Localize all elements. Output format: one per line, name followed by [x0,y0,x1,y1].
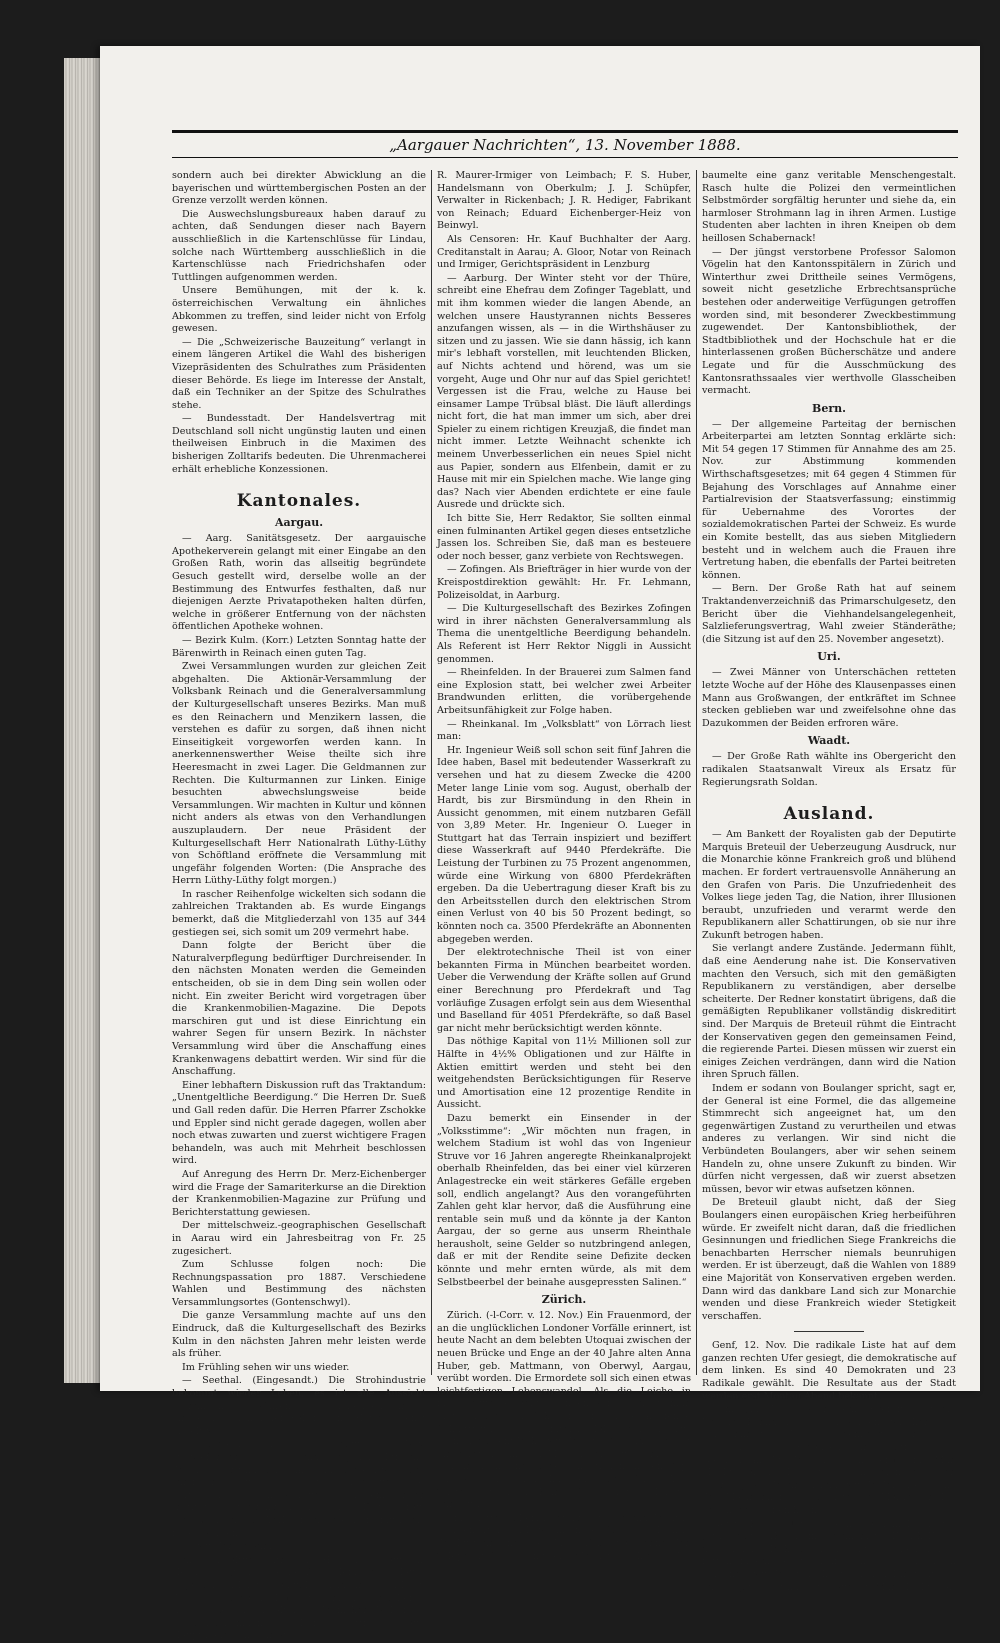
header-title: „Aargauer Nachrichten“, 13. November 1888. [389,136,741,154]
paragraph: — Seethal. (Eingesandt.) Die Strohindustrie bekommt wieder Leben, es ist alle Aussicht vorhanden, daß während des kommenden Winters ein recht ordentlicher Fabrik- und Hausverdienst erzielt wird. [172,1375,426,1437]
paragraph: — Bezirk Kulm. (Korr.) Letzten Sonntag hatte der Bärenwirth in Reinach einen guten Tag. [172,635,426,659]
paragraph: — Aarburg. Der Winter steht vor der Thüre, schreibt eine Ehefrau dem Zofinger Tageblatt, und mit ihm kommen wieder die langen Abende, an welchen unsere Haustyrannen nichts Besseres anzufangen wissen, als — in die Wirthshäuser zu sitzen und zu jassen. Wie sie dann hässig, ich kann mir's lebhaft vorstellen, mit leuchtenden Blicken, auf Nichts achtend und hörend, was um sie vorgeht, Auge und Ohr nur auf das Spiel gerichtet! Vergessen ist die Frau, welche zu Hause bei einsamer Lampe Trübsal bläst. Die läuft allerdings nicht fort, die hat man immer um sich, aber drei Spieler zu einem richtigen Kreuzjaß, die findet man nicht immer. Letzte Weihnacht schenkte ich meinem Unverbesserlichen ein neues Spiel nicht aus Papier, sondern aus Elfenbein, damit er zu Hause mit mir ein Spielchen mache. Wie lange ging das? Nach vier Abenden erdichtete er eine faule Ausrede und drückte sich. [437,272,691,511]
newspaper-page [100,46,980,1642]
paragraph: Hr. Ingenieur Weiß soll schon seit fünf Jahren die Idee haben, Basel mit bedeutender Wasserkraft zu versehen und hat zu diesem Zwecke die 4200 Meter lange Linie vom sog. August, oberhalb der Hardt, bis zur Birsmündung in den Rhein in Aussicht genommen, mit einem nutzbaren Gefäll von 3,89 Meter. Hr. Ingenieur O. Lueger in Stuttgart hat das Terrain inspiziert und beziffert diese Wasserkraft auf 9440 Pferdekräfte. Die Leistung der Turbinen zu 75 Prozent angenommen, würde eine Wirkung von 6800 Pferdekräften ergeben. Da die Uebertragung dieser Kraft bis zu den Arbeitsstellen durch den elektrischen Strom einen Verlust von 40 bis 50 Prozent bedingt, so könnten noch ca. 3500 Pferdekräfte an Abonnenten abgegeben werden. [437,744,691,945]
paragraph: sondern auch bei direkter Abwicklung an die bayerischen und württembergischen Posten an der Grenze verzollt werden können. [172,170,426,207]
paragraph: Es wurden gewählt: [182,1541,280,1553]
subheading-uri: Uri. [817,650,841,664]
paragraph: Indem er sodann von Boulanger spricht, sagt er, der General ist eine Formel, die das allgemeine Stimmrecht sich angeeignet hat, um den gegenwärtigen Zustand zu verurtheilen und etwas anderes zu verlangen. Wir sind nicht die Verbündeten Boulangers, aber wir sehen seinem Handeln zu, ohne unsere Zukunft zu binden. Wir dürfen nicht vergessen, daß wir zuerst absetzen müssen, bevor wir etwas aufsetzen können. [702,1083,956,1195]
column-rule-1 [431,170,432,1375]
paragraph: — Bern. Der Große Rath hat auf seinem Traktandenverzeichniß das Primarschulgesetz, den Bericht über die Viehhandelsangelegenheit, Salzlieferungsvertrag, Wahl zweier Ständeräthe; (die Sitzung ist auf den 25. November angesetzt). [702,583,956,645]
paragraph: — Die „Schweizerische Bauzeitung“ verlangt in einem längeren Artikel die Wahl des bisherigen Vizepräsidenten des Schulrathes zum Präsidenten dieser Behörde. Es liege im Interesse der Anstalt, daß ein Techniker an der Spitze des Schulrathes stehe. [172,336,426,411]
paragraph: Rom. (11. Nov.) Nach dem „Esercito“ ist ein Uebereinkommen getroffen worden zwischen dem Kriegsminister, dem Marineminister und dem Minister der Finanzen in Betreff der Nachtragskredite des Krieges und der Marine. Man glaubt, daß das Budget vor den Weihnachtsferien vorgelegt werde, andernfalls würde der Kriegs- und der Marineminister die nöthigen Maßregeln bei gegenüber treffen können. [702,1404,956,1516]
column-1 [172,170,426,1642]
subheading-aargau: Aargau. [274,516,324,530]
paragraph: Unsere Bemühungen, mit der k. k. österreichischen Verwaltung ein ähnliches Abkommen zu treffen, sind leider nicht von Erfolg gewesen. [172,285,426,335]
paragraph: — Am Bankett der Royalisten gab der Deputirte Marquis Breteuil der Ueberzeugung Ausdruck, nur die Monarchie könne Frankreich groß und blühend machen. Er fordert vertrauensvolle Annäherung an den Grafen von Paris. Die Unzufriedenheit des Volkes liege jeden Tag, die Nation, ihrer Illusionen beraubt, unzufrieden und verarmt werde den Republikanern aller Schattirungen, ob sie nur ihre Zukunft betrogen haben. [702,829,956,941]
paragraph: Dann folgte der Bericht über die Naturalverpflegung bedürftiger Durchreisender. In den nächsten Monaten werden die Gemeinden entscheiden, ob sie in dem Ding sein wollen oder nicht. Ein zweiter Bericht wird vorgetragen über die Krankenmobilien-Magazine. Die Depots marschiren gut und ist diese Einrichtung ein wahrer Segen für unsern Bezirk. In nächster Versammlung wird über die Anschaffung eines Krankenwagens debattirt werden. Wir sind für die Anschaffung. [172,940,426,1078]
section-heading-kantonales: Kantonales. [236,491,362,512]
paragraph: Zwei Versammlungen wurden zur gleichen Zeit abgehalten. Die Aktionär-Versammlung der Volksbank Reinach und die Generalversammlung der Kulturgesellschaft unseres Bezirks. Man muß es den Reinachern und Menzikern lassen, die verstehen es dafür zu sorgen, daß ihnen nicht Einseitigkeit vorgeworfen werden kann. In anerkennenswerther Weise theilte sich ihre Heeresmacht in zwei Lager. Die Geldmannen zur Rechten. Die Kulturmannen zur Linken. Einige besuchten abwechslungsweise beide Versammlungen. Wir machten in Kultur und können nicht anders als etwas von den Verhandlungen auszuplaudern. Der neue Präsident der Kulturgesellschaft Herr Nationalrath Lüthy-Lüthy von Schöftland eröffnete die Versammlung mit ungefähr folgenden Worten: (Die Ansprache des Herrn Lüthy-Lüthy folgt morgen.) [172,661,426,887]
subheading-bern: Bern. [812,401,846,415]
section-heading-ausland: Ausland. [783,804,875,825]
paragraph: baumelte eine ganz veritable Menschengestalt. Rasch hulte die Polizei den vermeintlichen Selbstmörder sorgfältig herunter und siehe da, ein harmloser Strohmann lag in ihren Armen. Lustige Studenten aber lachten in ihren Kneipen ob dem heillosen Schabernack! [702,170,956,244]
paragraph: Einer lebhaftern Diskussion ruft das Traktandum: „Unentgeltliche Beerdigung.“ Die Herren Dr. Sueß und Gall reden dafür. Die Herren Pfarrer Zschokke und Eppler sind nicht gerade dagegen, wollen aber noch etwas zuwarten und zuerst wichtigere Fragen behandeln, was auch mit Mehrheit beschlossen wird. [172,1079,426,1167]
paragraph: R. Maurer-Irmiger von Leimbach; F. S. Huber, Handelsmann von Oberkulm; J. J. Schüpfer, Verwalter in Rickenbach; J. R. Hediger, Fabrikant von Reinach; Eduard Eichenberger-Heiz von Beinwyl. [437,170,691,232]
paragraph: Im Frühling sehen wir uns wieder. [182,1361,350,1373]
column-3 [702,170,956,1593]
paragraph: Der elektrotechnische Theil ist von einer bekannten Firma in München bearbeitet worden. Ueber die Verwendung der Kräfte sollen auf Grund einer Berechnung pro Pferdekraft und Tag vorläufige Zusagen erfolgt sein aus dem Wiesenthal und Baselland für 4051 Pferdekräfte, so daß Basel gar nicht mehr berücksichtigt werden könnte. [437,947,691,1034]
paragraph: Newyork, 11. Nov. Gestern brach in Rochester (Staat Newyork) in einer Manometer-Fabrik Feuer aus. In der Fabrik Beschäftigten versuchten sich zu retten, indem sie durch die Fenster sprangen. 12 Personen wurden jedoch durch den Einsturz der Fabrik getödtet und 20 verwundet. Man glaubt, daß [702,1518,956,1593]
subheading-zuerich: Zürich. [541,1293,587,1307]
column-rule-2 [696,170,697,1375]
paragraph: — Der jüngst verstorbene Professor Salomon Vögelin hat den Kantonsspitälern in Zürich und Winterthur zwei Drittheile seines Vermögens, soweit nicht gesetzliche Erbrechtsansprüche bestehen oder anderweitige Verfügungen getroffen worden sind, mit besonderer Zweckbestimmung zugewendet. Der Kantonsbibliothek, der Stadtbibliothek und der Hochschule hat er die hinterlassenen großen Bücherschätze und andere Legate und für die Ausschmückung des Kantonsrathssaales vier werthvolle Glasscheiben vermacht. [702,246,956,397]
paragraph: Zum Schlusse folgen noch: Die Rechnungspassation pro 1887. Verschiedene Wahlen und Bestimmung des nächsten Versammlungsortes (Gontenschwyl). [172,1259,426,1308]
paragraph: Der mittelschweiz.-geographischen Gesellschaft in Aarau wird ein Jahresbeitrag von Fr. 25 zugesichert. [172,1220,426,1257]
paragraph: Die Auswechslungsbureaux haben darauf zu achten, daß Sendungen dieser nach Bayern ausschließlich in die Kartenschlüsse für Lindau, solche nach Württemberg ausschließlich in die Kartenschlüsse nach Friedrichshafen oder Tuttlingen aufgenommen werden. [172,208,426,283]
column-2 [437,170,691,1562]
paragraph: — Die Kulturgesellschaft des Bezirkes Zofingen wird in ihrer nächsten Generalversammlung als Thema die unentgeltliche Beerdigung behandeln. Als Referent ist Herr Rektor Niggli in Aussicht genommen. [437,603,691,665]
page-header [172,130,958,158]
paragraph: — Bundesstadt. Der Handelsvertrag mit Deutschland soll nicht ungünstig lauten und einen theilweisen Einbruch in die Maximen des bisherigen Zolltarifs bedeuten. Die Uhrenmacherei erhält erhebliche Konzessionen. [172,413,426,475]
subheading-waadt: Waadt. [807,734,851,748]
paragraph: — Der Große Rath wählte ins Obergericht den radikalen Staatsanwalt Vireux als Ersatz für Regierungsrath Soldan. [702,751,956,788]
paragraph: — Rheinfelden. In der Brauerei zum Salmen fand eine Explosion statt, bei welcher zwei Arbeiter Brandwunden erlitten, die vorübergehende Arbeitsunfähigkeit zur Folge haben. [437,667,691,716]
paragraph: Das nöthige Kapital von 11½ Millionen soll zur Hälfte in 4½% Obligationen und zur Hälfte in Aktien emittirt werden und steht bei den weitgehendsten Berücksichtigungen für Reserve und Amortisation eine 12 prozentige Rendite in Aussicht. [437,1036,691,1111]
paragraph: In rascher Reihenfolge wickelten sich sodann die zahlreichen Traktanden ab. Es wurde Eingangs bemerkt, daß die Mitgliederzahl von 135 auf 344 gestiegen sei, sich somit um 209 vermehrt habe. [172,888,426,938]
paragraph: Sie verlangt andere Zustände. Jedermann fühlt, daß eine Aenderung nahe ist. Die Konservativen machten den Versuch, sich mit den gemäßigten Republikanern zu verständigen, aber derselbe scheiterte. Der Redner konstatirt übrigens, daß die gemäßigten Republikaner vollständig diskreditirt sind. Der Marquis de Breteuil rühmt die Eintracht der Konservativen gegen den gemeinsamen Feind, die regierende Partei. Diesen müssen wir zuerst ein einiges Zeichen verdrängen, dann wird die Nation ihren Spruch fällen. [702,943,956,1081]
paragraph: — Reinach. (Korr. p.) Die heute, 11. Nov. stattgefundene erste Versammlung der Aktionäre der neu gegründeten Volksbank Reinach war sehr zahlreich besucht. Die Sympathien und das Vertrauen, das von Nah und Fern dem jungen Institute entgegengebracht wird, läßt darauf schließen, daß der Verkehr bald nach Eröffnung ein reger werden wird. [172,1439,426,1539]
article-divider [794,1331,864,1332]
paragraph: — Aarg. Sanitätsgesetz. Der aargauische Apothekerverein gelangt mit einer Eingabe an den Großen Rath, worin das allseitig begründete Gesuch gestellt wird, derselbe wolle an der Bestimmung des Entwurfes festhalten, daß nur diejenigen Aerzte Privatapotheken halten dürfen, welche in größerer Entfernung von der nächsten öffentlichen Apotheke wohnen. [172,533,426,633]
paragraph: Genf, 12. Nov. Die radikale Liste hat auf dem ganzen rechten Ufer gesiegt, die demokratische auf dem linken. Es sind 40 Demokraten und 23 Radikale gewählt. Die Resultate aus der Stadt werden erst Montag Abend bekannt. [702,1340,956,1402]
paragraph: Zürich. (-l-Corr. v. 12. Nov.) Ein Frauenmord, der an die unglücklichen Londoner Vorfälle erinnert, ist heute Nacht an dem belebten Utoquai zwischen der neuen Brücke und Enge an der 40 Jahre alten Anna Huber, geb. Mattmann, von Oberwyl, Aargau, verübt worden. Die Ermordete soll sich einen etwas leichtfertigen Lebenswandel. Als die Leiche in ihrem Blute getränkt gefunden wurde, glaubte man erst an ein Unglück, bis die große klaffende Schnittwunde vom hintern Halswirbel bis zur Mundhöhle entdeckt wurde. Der Tod muß sofort eingetreten sein. Der Mörder versetzte dem Opfer sodann noch eine Reihe von Stichen in den Kopf und warf die Leiche hart an's Seegeländer. Vom Thäter ist noch keine Spur trotz lebhafter Fahndung. [437,1310,691,1511]
paragraph: Ich bitte Sie, Herr Redaktor, Sie sollten einmal einen fulminanten Artikel gegen dieses entsetzliche Jassen los. Schreiben Sie, daß man es besteuere oder noch besser, ganz verbiete von Rechtswegen. [437,513,691,562]
paragraph: Als Verwaltungsräthe die Herren J. Gautschi-Hechler (von Reinach), Heinrich Hauri, Cigarrenfabrikant, Samuel Erismann, Fabrikant, diese von Reinach; H. Merz, Gemeindeschreiber, J. Irmiger, Bezirksverwalter von Menziken; N. Burger, Gemeindeammann v. Burg; Gottfried Baur, Hauptmann von Beinwyl; [172,1554,426,1642]
paragraph: — Der allgemeine Parteitag der bernischen Arbeiterpartei am letzten Sonntag erklärte sich: Mit 54 gegen 17 Stimmen für Annahme des am 25. Nov. zur Abstimmung kommenden Wirthschaftsgesetzes; mit 64 gegen 4 Stimmen für Bejahung des Vorschlages auf Annahme einer Partialrevision der Staatsverfassung; einstimmig für Uebernahme des Vorortes der sozialdemokratischen Partei der Schweiz. Es wurde ein Komite bestellt, das aus sieben Mitgliedern besteht und in welchem auch die Frauen ihre Vertretung haben, die ebenfalls der Partei beitreten können. [702,418,956,581]
paragraph: — Rheinkanal. Im „Volksblatt“ von Lörrach liest man: [437,718,691,743]
paragraph: Als Censoren: Hr. Kauf Buchhalter der Aarg. Creditanstalt in Aarau; A. Gloor, Notar von Reinach und Irmiger, Gerichtspräsident in Lenzburg [437,233,691,271]
paragraph: De Breteuil glaubt nicht, daß der Sieg Boulangers einen europäischen Krieg herbeiführen würde. Er zweifelt nicht daran, daß die friedlichen Gesinnungen und friedlichen Siege Frankreichs die benachbarten Herrscher niemals beunruhigen werden. Er ist überzeugt, daß die Wahlen von 1889 eine Majorität von Konservativen ergeben werden. Dann wird das dankbare Land sich zur Monarchie wenden und diese Frankreich wieder Stetigkeit verschaffen. [702,1197,956,1322]
paragraph: — Zofingen. Als Briefträger in hier wurde von der Kreispostdirektion gewählt: Hr. Fr. Lehmann, Polizeisoldat, in Aarburg. [437,564,691,601]
paragraph: Eine nette Ueberraschung bot sich am Montag Morgen früh den Bewohnern des Seequai. Hoch in der Luft, an einem der das schöne Quai trennenden Telephonträgern, ein wahres Monstrum, hing und [437,1512,691,1562]
paragraph: Dazu bemerkt ein Einsender in der „Volksstimme“: „Wir möchten nun fragen, in welchem Stadium ist wohl das von Ingenieur Struve vor 16 Jahren angeregte Rheinkanalprojekt oberhalb Rheinfelden, das bei einer viel kürzeren Anlagestrecke ein weit stärkeres Gefälle ergeben soll, endlich angelangt? Aus den vorangeführten Zahlen geht klar hervor, daß die Ausführung eine rentable sein muß und da könnte ja der Kanton Aargau, der so gerne aus unserm Rheinthale herausholt, seine Gelder so nutzbringend anlegen, daß er mit der Rendite seine Defizite decken könnte und mehr ernten würde, als mit dem Selbstbeerbel der beinahe ausgepressten Salinen.“ [437,1112,691,1288]
paragraph: Die ganze Versammlung machte auf uns den Eindruck, daß die Kulturgesellschaft des Bezirks Kulm in den nächsten Jahren mehr leisten werde als früher. [172,1310,426,1360]
paragraph: — Zwei Männer von Unterschächen retteten letzte Woche auf der Höhe des Klausenpasses einen Mann aus Großwangen, der entkräftet im Schnee stecken geblieben war und zweifelsohne ohne das Dazukommen der Beiden erfroren wäre. [702,667,956,729]
paragraph: Auf Anregung des Herrn Dr. Merz-Eichenberger wird die Frage der Samariterkurse an die Direktion der Krankenmobilien-Magazine zur Prüfung und Berichterstattung gewiesen. [172,1168,426,1218]
